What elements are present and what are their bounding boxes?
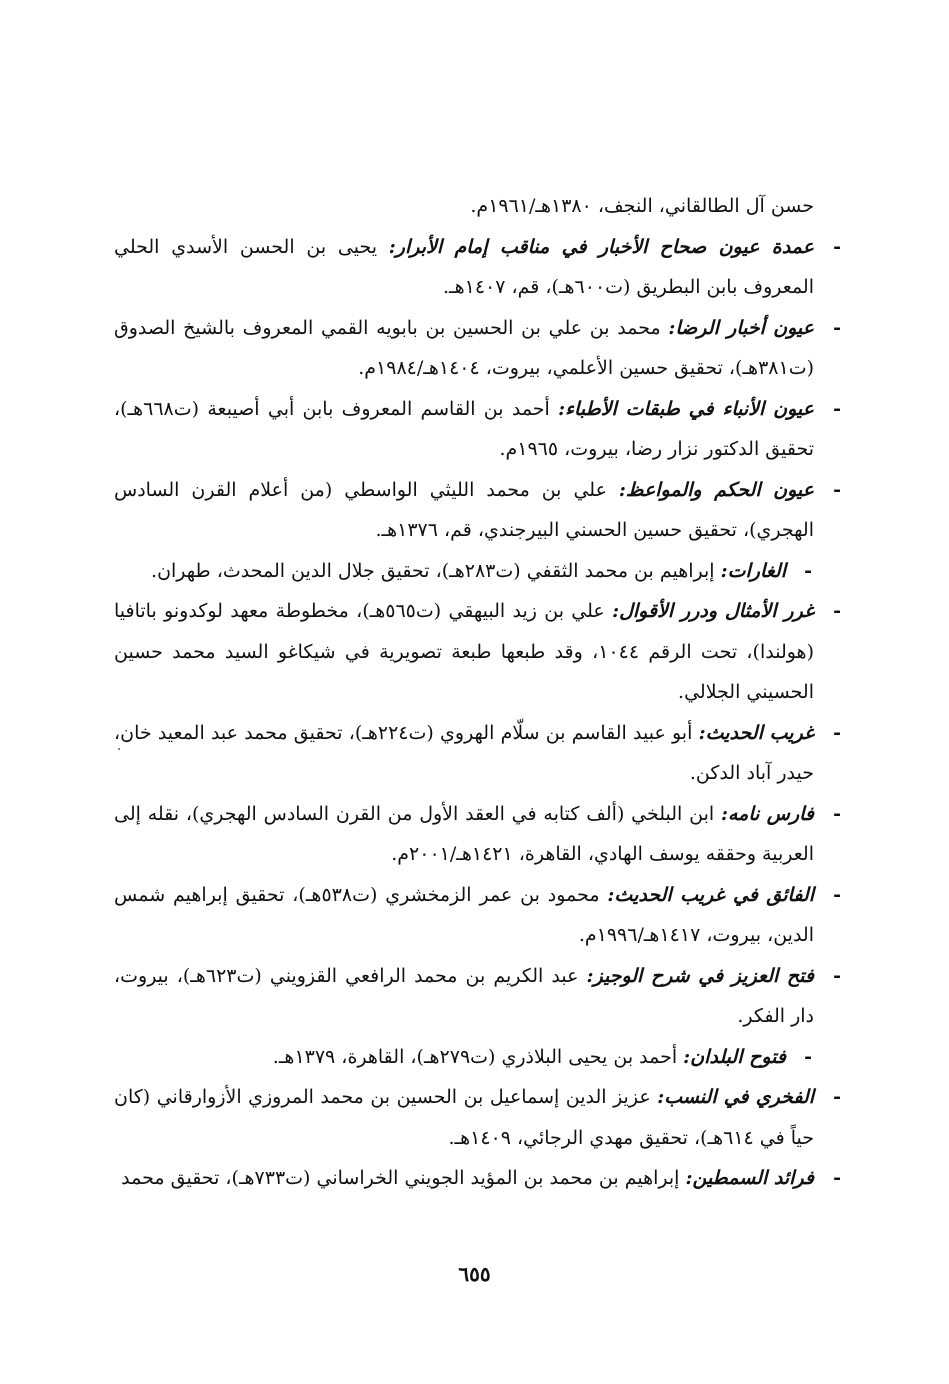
bibliography-entry (114, 389, 841, 470)
entry-text: أبو عبيد القاسم بن سلّام الهروي (ت٢٢٤هـ)، تحقيق محمد عبد المعيد خان، حيدر آباد الدكن. (114, 721, 814, 784)
entry-title: غرر الأمثال ودرر الأقوال: (612, 600, 815, 622)
entry-title: فتح العزيز في شرح الوجيز: (586, 964, 814, 987)
bibliography-entry (114, 551, 814, 592)
bibliography-entry (114, 308, 841, 389)
entry-title: عيون أخبار الرضا: (668, 316, 814, 339)
bibliography-entry (114, 470, 841, 551)
bibliography-entry (114, 1077, 841, 1158)
bibliography-entry (114, 591, 841, 713)
entry-title: غريب الحديث: (698, 721, 814, 744)
bibliography-entry (114, 794, 841, 875)
entry-text: محمود بن عمر الزمخشري (ت٥٣٨هـ)، تحقيق إبراهيم شمس الدين، بيروت، ١٤١٧هـ/١٩٩٦م. (114, 883, 814, 946)
entry-title: فرائد السمطين: (685, 1167, 814, 1189)
entry-title: عيون الأنباء في طبقات الأطباء: (558, 397, 814, 420)
entry-title: الفائق في غريب الحديث: (607, 883, 814, 906)
entry-text: علي بن محمد الليثي الواسطي (من أعلام القرن السادس الهجري)، تحقيق حسين الحسني البيرجندي، قم، ١٣٧٦هـ. (114, 478, 814, 541)
entry-text: محمد بن علي بن الحسين بن بابويه القمي المعروف بالشيخ الصدوق (ت٣٨١هـ)، تحقيق حسين الأعلمي، بيروت، ١٤٠٤هـ/١٩٨٤م. (114, 316, 814, 379)
scan-speck (118, 748, 120, 750)
entry-text: علي بن زيد البيهقي (ت٥٦٥هـ)، مخطوطة معهد لوكدونو باتافيا (هولندا)، تحت الرقم ١٠٤٤، وقد طبعها طبعة تصويرية في شيكاغو السيد محمد حسين الحسيني الجلالي. (114, 600, 814, 703)
entry-text: ابن البلخي (ألف كتابه في العقد الأول من القرن السادس الهجري)، نقله إلى العربية وحققه يوسف الهادي، القاهرة، ١٤٢١هـ/٢٠٠١م. (114, 802, 814, 865)
entry-text: يحيى بن الحسن الأسدي الحلي المعروف بابن البطريق (ت٦٠٠هـ)، قم، ١٤٠٧هـ. (114, 235, 814, 298)
bibliography-entry (114, 956, 841, 1037)
bibliography-entry (114, 713, 841, 794)
entry-title: عمدة عيون صحاح الأخبار في مناقب إمام الأبرار: (388, 235, 815, 258)
list-dash: - (833, 600, 841, 622)
entry-title: فتوح البلدان: (683, 1045, 786, 1068)
list-dash: - (833, 883, 841, 906)
list-dash: - (804, 1045, 812, 1068)
entry-text: أحمد بن يحيى البلاذري (ت٢٧٩هـ)، القاهرة، ١٣٧٩هـ. (272, 1045, 684, 1068)
list-dash: - (833, 316, 841, 339)
entry-text: عزيز الدين إسماعيل بن الحسين بن محمد المروزي الأزوارقاني (كان حياً في ٦١٤هـ)، تحقيق مهدي الرجائي، ١٤٠٩هـ. (114, 1086, 814, 1149)
list-dash: - (833, 478, 841, 501)
list-dash: - (804, 559, 812, 582)
bibliography-list (114, 186, 841, 1199)
bibliography-entry-continuation (114, 186, 814, 227)
list-dash: - (833, 1086, 841, 1108)
list-dash: - (833, 721, 841, 744)
page-number: ٦٥٥ (458, 1262, 491, 1286)
list-dash: - (833, 802, 841, 825)
list-dash: - (833, 1167, 841, 1189)
entry-title: فارس نامه: (720, 802, 815, 825)
list-dash: - (833, 964, 841, 987)
entry-title: الغارات: (720, 559, 786, 582)
entry-text: حسن آل الطالقاني، النجف، ١٣٨٠هـ/١٩٦١م. (470, 195, 814, 217)
entry-text: إبراهيم بن محمد الثقفي (ت٢٨٣هـ)، تحقيق جلال الدين المحدث، طهران. (151, 559, 721, 582)
list-dash: - (833, 397, 841, 420)
entry-title: الفخري في النسب: (657, 1086, 814, 1108)
bibliography-entry (114, 1037, 814, 1078)
entry-text: أحمد بن القاسم المعروف بابن أبي أصيبعة (ت٦٦٨هـ)، تحقيق الدكتور نزار رضا، بيروت، ١٩٦٥م. (114, 397, 814, 460)
bibliography-entry (114, 875, 841, 956)
bibliography-entry (114, 227, 841, 308)
entry-text: عبد الكريم بن محمد الرافعي القزويني (ت٦٢٣هـ)، بيروت، دار الفكر. (114, 964, 814, 1027)
list-dash: - (833, 235, 841, 258)
entry-text: إبراهيم بن محمد بن المؤيد الجويني الخراساني (ت٧٣٣هـ)، تحقيق محمد (121, 1167, 686, 1189)
bibliography-entry (114, 1158, 841, 1199)
entry-title: عيون الحكم والمواعظ: (618, 478, 815, 501)
